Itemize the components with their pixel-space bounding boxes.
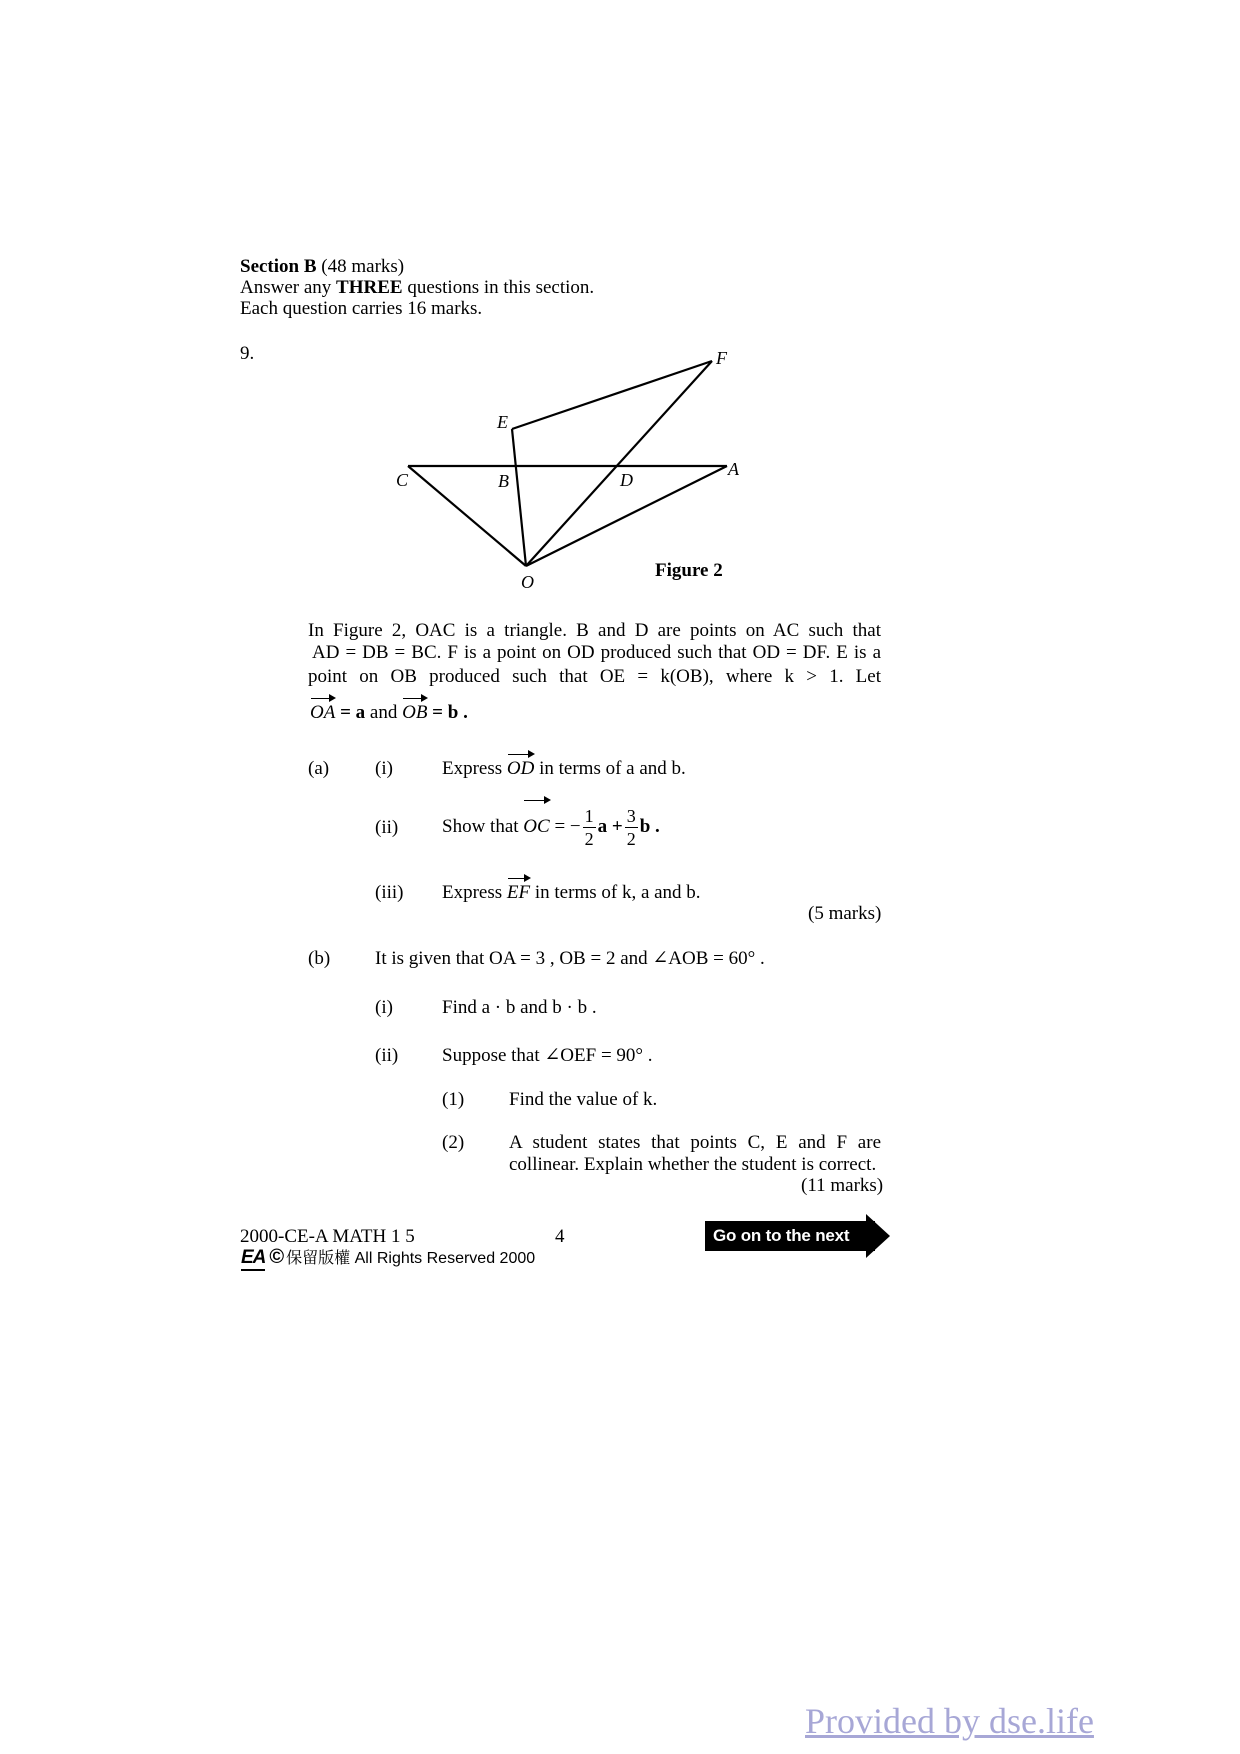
eq-b: = b . bbox=[427, 702, 468, 723]
part-b-ii-text: Suppose that ∠OEF = 90° . bbox=[442, 1045, 653, 1066]
part-a-iii-label: (iii) bbox=[375, 882, 404, 903]
question-number: 9. bbox=[240, 343, 255, 364]
figure-2-diagram bbox=[0, 0, 1240, 700]
frac2-num: 3 bbox=[626, 806, 636, 827]
intro-line-3: point on OB produced such that OE = k(OB), where k > 1. Let bbox=[308, 666, 881, 687]
footer-page-number: 4 bbox=[555, 1226, 565, 1247]
line-OE bbox=[512, 429, 526, 566]
instr-pre: Answer any bbox=[240, 277, 337, 298]
label-E: E bbox=[497, 412, 508, 432]
part-a-marks: (5 marks) bbox=[808, 903, 882, 924]
rights-text: 保留版權 All Rights Reserved 2000 bbox=[286, 1250, 536, 1267]
part-b-marks: (11 marks) bbox=[801, 1175, 884, 1196]
section-title: Section B bbox=[240, 256, 317, 277]
next-page-banner: Go on to the next page bbox=[705, 1221, 875, 1251]
section-marks-note: Each question carries 16 marks. bbox=[240, 298, 483, 319]
vector-od: OD bbox=[506, 758, 535, 779]
a-iii-pre: Express bbox=[442, 882, 507, 903]
part-b-ii-2-line2: collinear. Explain whether the student is correct. bbox=[509, 1154, 877, 1175]
a-ii-eq: = − bbox=[549, 816, 581, 837]
part-b-i-text: Find a · b and b · b . bbox=[442, 997, 597, 1018]
part-a-i-text bbox=[442, 757, 686, 781]
part-a-label: (a) bbox=[308, 758, 330, 779]
label-D: D bbox=[620, 470, 633, 490]
watermark-link[interactable]: Provided by dse.life bbox=[805, 1701, 1094, 1741]
footer-rights-line bbox=[241, 1246, 535, 1271]
next-page-arrow-icon bbox=[866, 1214, 890, 1258]
label-O: O bbox=[521, 572, 534, 592]
part-b-ii-label: (ii) bbox=[375, 1045, 399, 1066]
part-b-text: It is given that OA = 3 , OB = 2 and ∠AOB = 60° . bbox=[375, 948, 765, 969]
eq-a: = a bbox=[335, 702, 366, 723]
figure-lines bbox=[408, 361, 727, 566]
frac1-num: 1 bbox=[584, 806, 594, 827]
part-b-ii-1-text: Find the value of k. bbox=[509, 1089, 658, 1110]
frac1-den: 2 bbox=[584, 829, 594, 850]
hkeaa-logo-icon: EA bbox=[241, 1247, 265, 1271]
figure-caption: Figure 2 bbox=[655, 560, 723, 581]
instr-bold: THREE bbox=[336, 277, 403, 298]
intro-vectors bbox=[310, 701, 468, 725]
fraction-one-half bbox=[583, 807, 596, 848]
a-ii-pre: Show that bbox=[442, 816, 524, 837]
part-a-ii-label: (ii) bbox=[375, 817, 399, 838]
vector-ef: EF bbox=[506, 882, 531, 903]
fraction-three-halves bbox=[625, 807, 638, 848]
part-a-ii-text bbox=[442, 803, 660, 851]
label-F: F bbox=[716, 348, 727, 368]
part-b-label: (b) bbox=[308, 948, 331, 969]
part-b-ii-2-line1: A student states that points C, E and F are bbox=[509, 1132, 881, 1153]
a-i-post: in terms of a and b. bbox=[534, 758, 686, 779]
part-b-ii-2-label: (2) bbox=[442, 1132, 465, 1153]
instr-post: questions in this section. bbox=[402, 277, 595, 298]
a-i-pre: Express bbox=[442, 758, 507, 779]
a-iii-post: in terms of k, a and b. bbox=[530, 882, 701, 903]
section-marks: (48 marks) bbox=[321, 256, 405, 277]
frac2-den: 2 bbox=[626, 829, 636, 850]
label-A: A bbox=[728, 459, 739, 479]
a-ii-mid: a + bbox=[597, 816, 623, 837]
intro-line-2: AD = DB = BC. F is a point on OD produced such that OD = DF. E is a bbox=[312, 642, 881, 663]
vector-ob: OB bbox=[402, 702, 428, 723]
part-b-ii-1-label: (1) bbox=[442, 1089, 465, 1110]
a-ii-end: b . bbox=[639, 816, 660, 837]
part-a-i-label: (i) bbox=[375, 758, 393, 779]
and-word: and bbox=[365, 702, 403, 723]
vector-oa: OA bbox=[310, 702, 336, 723]
label-C: C bbox=[396, 470, 409, 490]
part-a-iii-text bbox=[442, 881, 701, 905]
label-B: B bbox=[498, 471, 509, 491]
vector-oc: OC bbox=[523, 803, 549, 851]
copyright-icon: © bbox=[269, 1246, 285, 1268]
intro-line-1: In Figure 2, OAC is a triangle. B and D are points on AC such that bbox=[308, 620, 881, 641]
footer-paper-code: 2000-CE-A MATH 1 5 bbox=[240, 1226, 415, 1247]
part-b-i-label: (i) bbox=[375, 997, 393, 1018]
